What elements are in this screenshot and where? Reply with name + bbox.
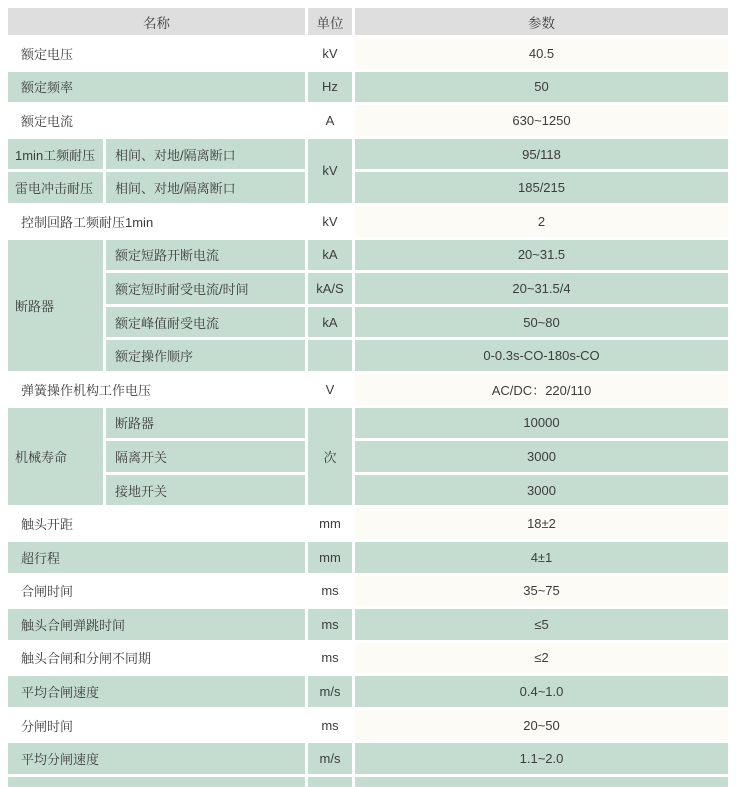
table-row: [8, 576, 728, 607]
row-name-cell: 触头合闸弹跳时间: [8, 609, 305, 640]
row-name-cell: 雷电冲击耐压: [8, 172, 103, 203]
table-row: [8, 508, 728, 539]
table-row: [8, 340, 728, 371]
unit-cell-merged: 次: [308, 408, 352, 506]
param-cell: 18±2: [355, 508, 728, 539]
unit-cell-merged: kV: [308, 139, 352, 203]
param-cell: 20~50: [355, 710, 728, 741]
table-row: [8, 206, 728, 237]
param-cell: 50~80: [355, 307, 728, 338]
row-name-cell: 平均分闸速度: [8, 743, 305, 774]
unit-cell: mm: [319, 516, 341, 532]
unit-cell: A: [325, 112, 335, 128]
param-cell: 185/215: [355, 172, 728, 203]
subname-cell: 额定操作顺序: [106, 340, 305, 371]
subname-cell: 相间、对地/隔离断口: [106, 172, 305, 203]
row-name-cell: 触头合闸和分闸不同期: [21, 651, 152, 667]
param-cell: 20~31.5: [355, 240, 728, 271]
spec-table: [5, 5, 731, 787]
param-cell: ≤2: [355, 643, 728, 674]
row-name-cell: 超行程: [8, 542, 305, 573]
param-cell: 3000: [355, 475, 728, 506]
table-row: [8, 38, 728, 69]
table-row: [8, 609, 728, 640]
unit-cell: kA: [308, 240, 352, 271]
table-row: [8, 475, 728, 506]
subname-cell: 接地开关: [106, 475, 305, 506]
unit-cell: kA/S: [308, 273, 352, 304]
param-cell: 3000: [355, 441, 728, 472]
param-cell: 10000: [355, 408, 728, 439]
subname-cell: 断路器: [106, 408, 305, 439]
param-cell: 20~31.5/4: [355, 273, 728, 304]
unit-cell: ms: [321, 650, 339, 666]
table-row: [8, 676, 728, 707]
table-row: [8, 643, 728, 674]
table-row: [8, 72, 728, 103]
unit-cell: ms: [321, 717, 339, 733]
partial-row: [8, 777, 728, 787]
param-cell: 50: [355, 72, 728, 103]
row-name-cell: 控制回路工频耐压1min: [21, 214, 154, 230]
unit-cell: mm: [308, 542, 352, 573]
table-row: [8, 743, 728, 774]
param-cell: 35~75: [355, 576, 728, 607]
row-name-cell: 1min工频耐压: [8, 139, 103, 170]
param-cell: 40.5: [355, 38, 728, 69]
row-name-cell: 触头开距: [21, 517, 74, 533]
section-cell: 机械寿命: [8, 408, 103, 506]
subname-cell: 额定短路开断电流: [106, 240, 305, 271]
subname-cell: 相间、对地/隔离断口: [106, 139, 305, 170]
header-params: 参数: [355, 8, 728, 35]
unit-cell: kA: [308, 307, 352, 338]
header-name: 名称: [8, 8, 305, 35]
unit-cell-empty: [308, 340, 352, 371]
param-cell: AC/DC：220/110: [355, 374, 728, 405]
row-name-cell: 合闸时间: [21, 584, 74, 600]
unit-cell: ms: [308, 609, 352, 640]
unit-cell: m/s: [308, 743, 352, 774]
param-cell: 0.4~1.0: [355, 676, 728, 707]
param-cell: 630~1250: [355, 105, 728, 136]
row-name-cell: 额定电压: [21, 46, 74, 62]
header-unit: 单位: [308, 8, 352, 35]
table-row: [8, 105, 728, 136]
unit-cell: V: [325, 381, 335, 397]
table-row: [8, 307, 728, 338]
table-row: [8, 710, 728, 741]
row-name-cell: 平均合闸速度: [8, 676, 305, 707]
table-row: [8, 139, 728, 170]
table-row: [8, 408, 728, 439]
table-row: [8, 172, 728, 203]
row-name-cell: 弹簧操作机构工作电压: [21, 382, 152, 398]
row-name-cell: [8, 777, 305, 787]
unit-cell: Hz: [308, 72, 352, 103]
table-row: [8, 240, 728, 271]
row-name-cell: 分闸时间: [21, 718, 74, 734]
unit-cell: m/s: [308, 676, 352, 707]
param-cell: [355, 777, 728, 787]
section-cell: 断路器: [8, 240, 103, 371]
table-row: [8, 374, 728, 405]
table-row: [8, 273, 728, 304]
subname-cell: 额定峰值耐受电流: [106, 307, 305, 338]
subname-cell: 隔离开关: [106, 441, 305, 472]
unit-cell: kV: [322, 45, 338, 61]
param-cell: 0-0.3s-CO-180s-CO: [355, 340, 728, 371]
param-cell: 95/118: [355, 139, 728, 170]
param-cell: 1.1~2.0: [355, 743, 728, 774]
subname-cell: 额定短时耐受电流/时间: [106, 273, 305, 304]
param-cell: ≤5: [355, 609, 728, 640]
row-name-cell: 额定频率: [8, 72, 305, 103]
table-row: [8, 542, 728, 573]
param-cell: 4±1: [355, 542, 728, 573]
row-name-cell: 额定电流: [21, 113, 74, 129]
unit-cell: [308, 777, 352, 787]
table-row: [8, 441, 728, 472]
unit-cell: ms: [321, 583, 339, 599]
table-header-row: [8, 8, 728, 35]
unit-cell: kV: [322, 213, 338, 229]
param-cell: 2: [355, 206, 728, 237]
